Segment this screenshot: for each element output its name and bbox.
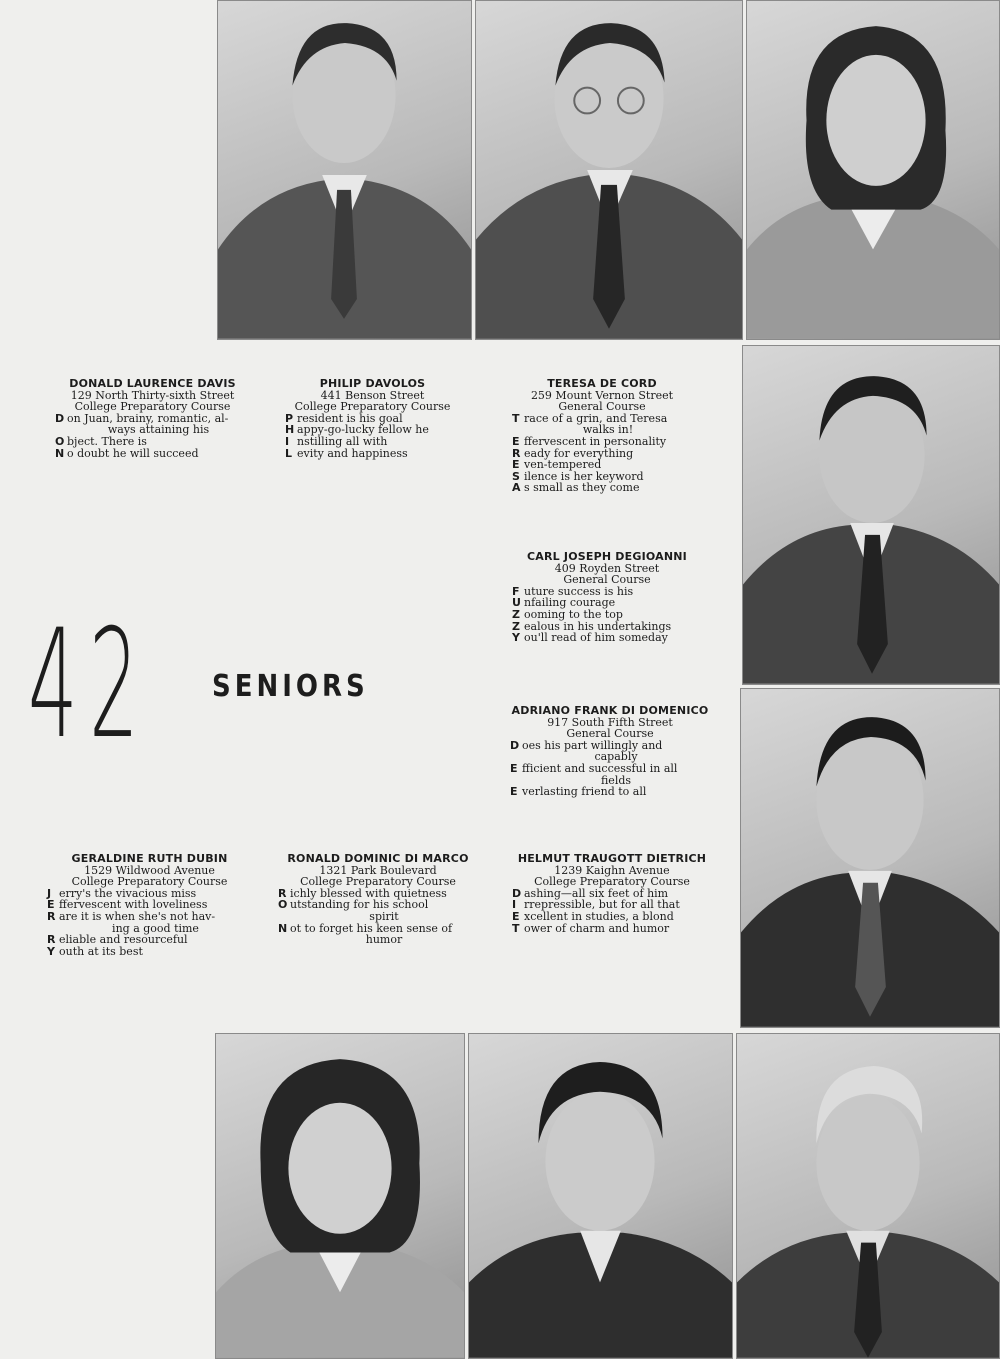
portrait-photo-dimarco (468, 1033, 733, 1359)
acrostic-line: O utstanding for his school (278, 898, 429, 912)
portrait-silhouette (741, 689, 999, 1027)
portrait-photo-dietrich (736, 1033, 1000, 1359)
acrostic-line: ways attaining his (107, 423, 210, 437)
acrostic-line: Z ooming to the top (512, 607, 623, 621)
acrostic-line: E ffervescent with loveliness (47, 898, 208, 912)
senior-course: College Preparatory Course (71, 875, 228, 889)
senior-address: 409 Royden Street (554, 561, 660, 575)
acrostic-line: E xcellent in studies, a blond (512, 909, 674, 923)
senior-name: RONALD DOMINIC DI MARCO (287, 852, 469, 865)
senior-name: GERALDINE RUTH DUBIN (71, 852, 228, 865)
portrait-photo-degioanni (742, 345, 1000, 685)
acrostic-line: T ower of charm and humor (512, 921, 670, 935)
portrait-photo-davolos (475, 0, 743, 340)
acrostic-line: D oes his part willingly and (510, 738, 663, 752)
acrostic-line: R are it is when she's not hav- (47, 909, 216, 923)
senior-course: General Course (566, 727, 654, 741)
acrostic-line: S ilence is her keyword (512, 469, 644, 483)
acrostic-line: R ichly blessed with quietness (278, 886, 447, 900)
senior-entry-decord (512, 378, 692, 494)
senior-address: 917 South Fifth Street (547, 715, 673, 729)
senior-entry-didomenico (510, 705, 710, 798)
senior-entry-davis (55, 378, 250, 459)
portrait-silhouette (216, 1034, 464, 1358)
acrostic-line: R eady for everything (512, 446, 634, 460)
senior-name: PHILIP DAVOLOS (319, 377, 426, 390)
senior-address: 129 North Thirty-sixth Street (70, 388, 235, 402)
acrostic-line: R eliable and resourceful (47, 933, 188, 947)
senior-address: 1321 Park Boulevard (319, 863, 437, 877)
section-title: SENIORS (212, 669, 369, 705)
portrait-silhouette (737, 1034, 999, 1358)
acrostic-line: E ffervescent in personality (512, 434, 667, 448)
acrostic-line: D ashing—all six feet of him (512, 886, 669, 900)
portrait-silhouette (218, 1, 471, 339)
acrostic-line: D on Juan, brainy, romantic, al- (55, 411, 229, 425)
portrait-silhouette (476, 1, 742, 339)
senior-course: College Preparatory Course (300, 875, 456, 889)
senior-entry-dietrich (512, 853, 712, 934)
acrostic-line: humor (365, 933, 403, 947)
acrostic-line: L evity and happiness (285, 446, 408, 460)
acrostic-line: capably (594, 750, 638, 764)
acrostic-line: E verlasting friend to all (510, 785, 647, 799)
acrostic-line: spirit (369, 909, 399, 923)
senior-entry-degioanni (512, 551, 702, 644)
acrostic-line: Y ou'll read of him someday (512, 631, 668, 645)
acrostic-line: H appy-go-lucky fellow he (285, 423, 429, 437)
senior-name: TERESA DE CORD (547, 377, 657, 390)
acrostic-line: fields (600, 773, 632, 787)
portrait-photo-decord (746, 0, 1000, 340)
senior-entry-dubin (47, 853, 252, 957)
acrostic-line: J erry's the vivacious miss (47, 886, 197, 900)
portrait-silhouette (469, 1034, 732, 1358)
senior-address: 1529 Wildwood Avenue (84, 863, 215, 877)
page-number: 42 (28, 598, 151, 772)
senior-address: 259 Mount Vernon Street (530, 388, 674, 402)
senior-address: 441 Benson Street (320, 388, 425, 402)
senior-course: College Preparatory Course (534, 875, 690, 889)
senior-course: General Course (558, 400, 646, 414)
senior-name: CARL JOSEPH DEGIOANNI (527, 550, 687, 563)
acrostic-line: I rrepressible, but for all that (512, 898, 680, 912)
acrostic-line: N o doubt he will succeed (55, 446, 199, 460)
senior-course: College Preparatory Course (294, 400, 451, 414)
senior-entry-davolos (285, 378, 460, 459)
acrostic-line: walks in! (582, 423, 634, 437)
senior-address: 1239 Kaighn Avenue (554, 863, 670, 877)
acrostic-line: E ven-tempered (512, 458, 602, 472)
portrait-photo-davis (217, 0, 472, 340)
acrostic-line: U nfailing courage (512, 596, 616, 610)
senior-name: ADRIANO FRANK DI DOMENICO (511, 704, 709, 717)
senior-name: HELMUT TRAUGOTT DIETRICH (517, 852, 707, 865)
senior-entry-dimarco (278, 853, 478, 946)
acrostic-line: I nstilling all with (285, 434, 388, 448)
acrostic-line: Z ealous in his undertakings (512, 619, 672, 633)
acrostic-line: F uture success is his (512, 584, 634, 598)
acrostic-line: A s small as they come (512, 481, 640, 495)
acrostic-line: E fficient and successful in all (510, 761, 678, 775)
portrait-silhouette (743, 346, 999, 684)
acrostic-line: N ot to forget his keen sense of (278, 921, 453, 935)
acrostic-line: Y outh at its best (47, 944, 143, 958)
acrostic-line: T race of a grin, and Teresa (512, 411, 668, 425)
senior-course: General Course (563, 573, 651, 587)
acrostic-line: O bject. There is (55, 434, 147, 448)
acrostic-line: P resident is his goal (285, 411, 403, 425)
acrostic-line: ing a good time (112, 921, 199, 935)
portrait-photo-dubin (215, 1033, 465, 1359)
portrait-silhouette (747, 1, 999, 339)
portrait-photo-didomenico (740, 688, 1000, 1028)
senior-name: DONALD LAURENCE DAVIS (69, 377, 236, 390)
senior-course: College Preparatory Course (74, 400, 231, 414)
